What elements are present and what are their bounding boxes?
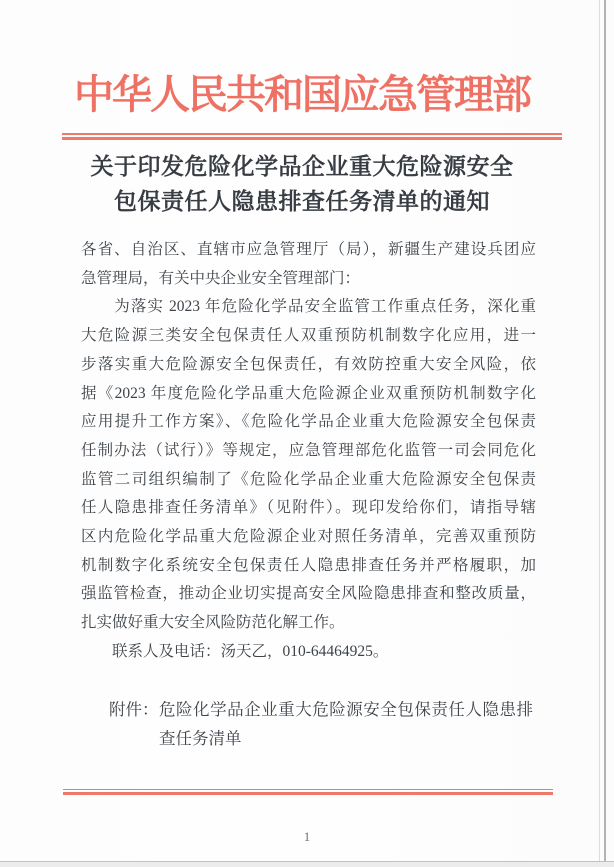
body-line: 应用提升工作方案》、《危险化学品企业重大危险源安全包保责	[81, 413, 536, 431]
body-line: 急管理局，有关中央企业安全管理部门：	[81, 269, 361, 287]
red-double-rule-bottom	[63, 789, 553, 795]
page-number: 1	[303, 829, 311, 844]
body-line: 任人隐患排查任务清单》（见附件）。现印发给你们，请指导辖	[81, 499, 536, 517]
body-line: 为落实 2023 年危险化学品安全监管工作重点任务，深化重	[81, 298, 536, 316]
body-line: 区内危险化学品重大危险源企业对照任务清单，完善双重预防	[81, 528, 536, 546]
scan-edge-right	[604, 0, 606, 863]
body-lines	[81, 236, 536, 667]
scan-edge-right-faint	[599, 0, 600, 863]
doc-title-line2: 包保责任人隐患排查任务清单的通知	[114, 188, 490, 214]
doc-title	[0, 150, 604, 219]
body-line: 机制数字化系统安全包保责任人隐患排查任务并严格履职，加	[81, 556, 536, 574]
scan-edge-bottom-shadow	[0, 862, 614, 867]
attachment-block	[109, 695, 539, 753]
doc-title-line1: 关于印发危险化学品企业重大危险源安全	[90, 154, 514, 179]
body-line: 步落实重大危险源安全包保责任，有效防控重大安全风险，依	[81, 355, 536, 373]
red-double-rule-top	[62, 133, 562, 140]
body-line: 强监管检查，推动企业切实提高安全风险隐患排查和整改质量，	[81, 585, 536, 603]
masthead-title: 中华人民共和国应急管理部	[74, 72, 530, 117]
body-line: 任制办法（试行）》等规定，应急管理部危化监管一司会同危化	[81, 441, 536, 459]
body-line: 大危险源三类安全包保责任人双重预防机制数字化应用，进一	[81, 327, 536, 345]
body-line: 据《2023 年度危险化学品重大危险源企业双重预防机制数字化	[81, 384, 536, 402]
attachment-text: 危险化学品企业重大危险源安全包保责任人隐患排查任务清单	[159, 700, 533, 748]
body-line: 各省、自治区、直辖市应急管理厅（局），新疆生产建设兵团应	[81, 241, 536, 258]
attachment-label: 附件：	[109, 700, 159, 719]
body-line: 扎实做好重大安全风险防范化解工作。	[81, 614, 345, 632]
body-line: 联系人及电话：汤天乙，010-64464925。	[81, 642, 389, 660]
body-line: 监管二司组织编制了《危险化学品企业重大危险源安全包保责	[81, 470, 536, 488]
